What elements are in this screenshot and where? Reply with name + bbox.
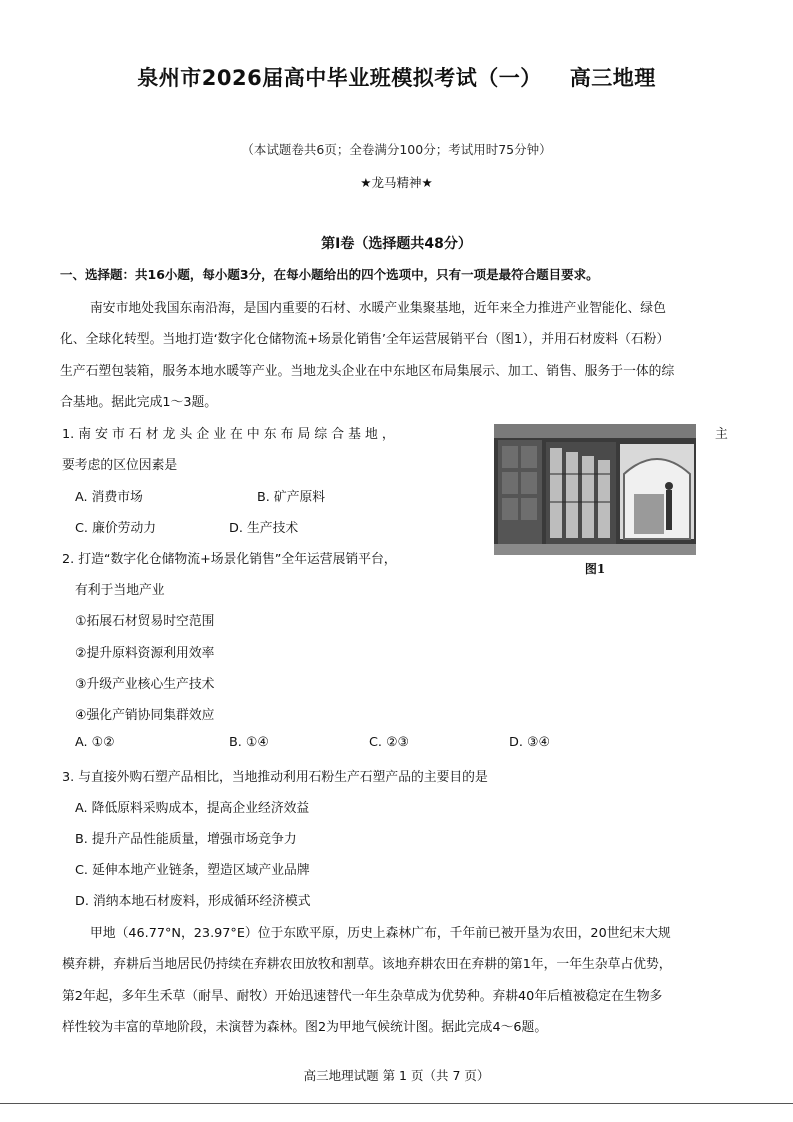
passage2-line3: 第2年起，多年生禾草（耐旱、耐牧）开始迅速替代一年生杂草成为优势种。弃耕40年后植被稳定在生物多	[62, 989, 663, 1004]
section-title: 第Ⅰ卷（选择题共48分）	[321, 236, 472, 252]
q2-stem-part1: 2. 打造“数字化仓储物流+场景化销售”全年运营展销平台，	[62, 552, 397, 567]
motto: ★龙马精神★	[360, 175, 433, 190]
section-instruction: 一、选择题：共16小题，每小题3分，在每小题给出的四个选项中，只有一项是最符合题目要求。	[60, 267, 599, 282]
q3-option-c: C. 延伸本地产业链条，塑造区域产业品牌	[75, 863, 310, 878]
q1-stem-part2: 主	[715, 427, 728, 442]
page-footer: 高三地理试题 第 1 页（共 7 页）	[303, 1068, 490, 1083]
q1-stem-part3: 要考虑的区位因素是	[62, 458, 178, 473]
q2-statement-3: ③升级产业核心生产技术	[75, 677, 215, 692]
q3-option-b: B. 提升产品性能质量，增强市场竞争力	[75, 832, 297, 847]
passage2-line4: 样性较为丰富的草地阶段，未演替为森林。图2为甲地气候统计图。据此完成4～6题。	[62, 1020, 548, 1035]
passage2-line2: 模弃耕，弃耕后当地居民仍持续在弃耕农田放牧和割草。该地弃耕农田在弃耕的第1年，一年生杂草占优势，	[62, 957, 672, 972]
q2-option-b: B. ①④	[229, 735, 269, 750]
q3-option-a: A. 降低原料采购成本，提高企业经济效益	[75, 801, 310, 816]
q2-statement-1: ①拓展石材贸易时空范围	[75, 614, 215, 629]
exam-title: 泉州市2026届高中毕业班模拟考试（一）	[137, 66, 542, 90]
q2-statement-4: ④强化产销协同集群效应	[75, 708, 215, 723]
passage1-line1: 南安市地处我国东南沿海，是国内重要的石材、水暖产业集聚基地，近年来全力推进产业智能化、绿色	[90, 301, 666, 316]
q1-option-b: B. 矿产原料	[257, 490, 326, 505]
figure1-caption: 图1	[584, 562, 606, 576]
exam-info: （本试题卷共6页；全卷满分100分；考试用时75分钟）	[241, 142, 552, 157]
q1-option-c: C. 廉价劳动力	[75, 521, 157, 536]
footer-rule	[0, 1103, 793, 1104]
page-title	[0, 62, 793, 92]
figure1-photo	[494, 424, 696, 555]
exam-subject: 高三地理	[569, 66, 656, 90]
q2-option-a: A. ①②	[75, 735, 115, 750]
passage2-line1: 甲地（46.77°N，23.97°E）位于东欧平原，历史上森林广布，千年前已被开垦为农田，20世纪末大规	[90, 926, 671, 941]
q3-option-d: D. 消纳本地石材废料，形成循环经济模式	[75, 894, 311, 909]
passage1-line3: 生产石塑包装箱，服务本地水暖等产业。当地龙头企业在中东地区布局集展示、加工、销售、服务于一体的综	[60, 364, 675, 379]
q2-stem-part2: 有利于当地产业	[75, 583, 165, 598]
passage1-line2: 化、全球化转型。当地打造‘数字化仓储物流+场景化销售’全年运营展销平台（图1），并用石材废料（石粉）	[60, 332, 670, 347]
q1-option-d: D. 生产技术	[229, 521, 299, 536]
q3-stem: 3. 与直接外购石塑产品相比，当地推动利用石粉生产石塑产品的主要目的是	[62, 770, 488, 785]
q2-option-c: C. ②③	[369, 735, 410, 750]
passage1-line4: 合基地。据此完成1～3题。	[60, 395, 218, 410]
q2-option-d: D. ③④	[509, 735, 550, 750]
q2-statement-2: ②提升原料资源利用效率	[75, 646, 215, 661]
q1-stem-part1: 1. 南 安 市 石 材 龙 头 企 业 在 中 东 布 局 综 合 基 地 ，	[62, 427, 395, 442]
q1-option-a: A. 消费市场	[75, 490, 143, 505]
